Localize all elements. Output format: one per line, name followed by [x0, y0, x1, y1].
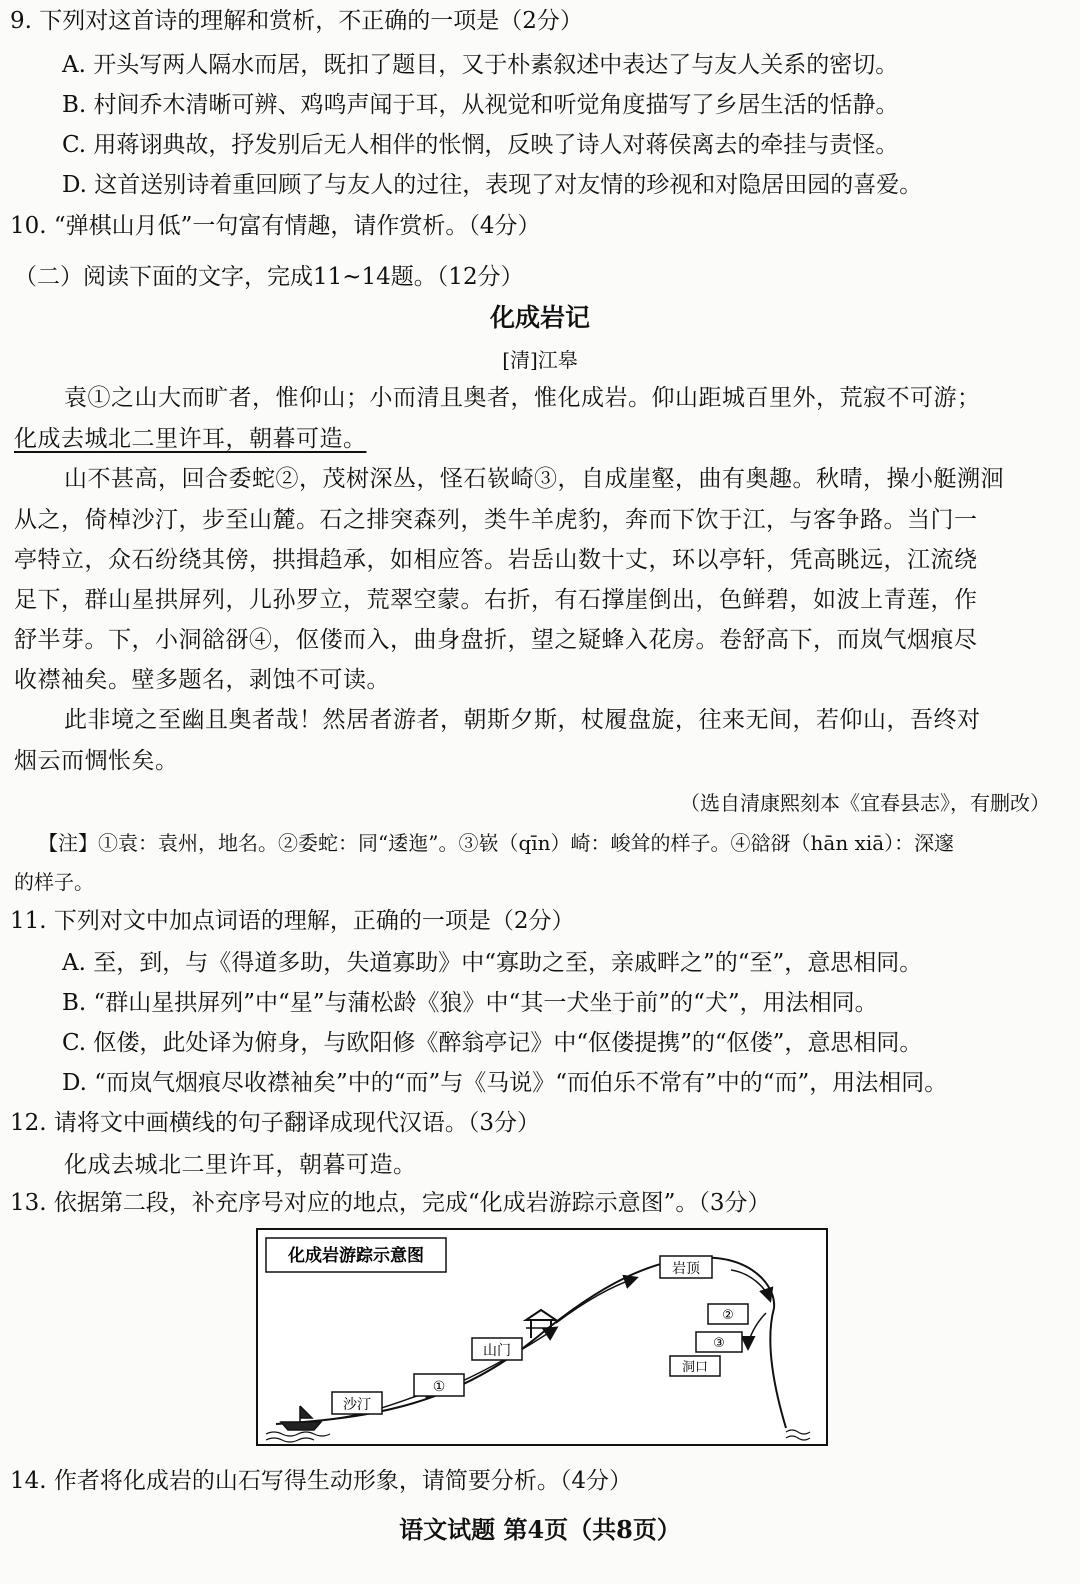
question-9-option-d: D. 这首送别诗着重回顾了与友人的过往，表现了对友情的珍视和对隐居田园的喜爱。	[62, 172, 923, 198]
question-14: 14. 作者将化成岩的山石写得生动形象，请简要分析。（4分）	[10, 1468, 633, 1494]
question-11-stem: 11. 下列对文中加点词语的理解，正确的一项是（2分）	[10, 908, 575, 934]
label-blank-3: ③	[713, 1336, 725, 1351]
passage-source: （选自清康熙刻本《宜春县志》，有删改）	[680, 791, 1050, 815]
passage-paragraph-2-line-5: 舒半芽。下，小洞谽谺④，伛偻而入，曲身盘折，望之疑蜂入花房。卷舒高下，而岚气烟痕尽	[14, 627, 978, 653]
passage-paragraph-3-line-2: 烟云而惆怅矣。	[14, 748, 179, 774]
question-9-option-a: A. 开头写两人隔水而居，既扣了题目，又于朴素叙述中表达了与友人关系的密切。	[62, 52, 899, 78]
label-summit: 岩顶	[672, 1261, 700, 1277]
label-blank-2: ②	[722, 1308, 734, 1323]
label-sand-bank: 沙汀	[343, 1397, 371, 1413]
question-12-sentence: 化成去城北二里许耳，朝暮可造。	[64, 1152, 417, 1178]
question-13-stem: 13. 依据第二段，补充序号对应的地点，完成“化成岩游踪示意图”。（3分）	[10, 1190, 771, 1216]
question-11-option-d: D. “而岚气烟痕尽收襟袖矣”中的“而”与《马说》“而伯乐不常有”中的“而”，用法相同。	[62, 1070, 948, 1096]
passage-title: 化成岩记	[489, 303, 590, 332]
question-11-option-b: B. “群山星拱屏列”中“星”与蒲松龄《狼》中“其一犬坐于前”的“犬”，用法相同。	[62, 990, 878, 1016]
label-mountain-gate: 山门	[483, 1343, 511, 1359]
question-9-stem: 9. 下列对这首诗的理解和赏析，不正确的一项是（2分）	[10, 8, 583, 34]
question-11-option-c: C. 伛偻，此处译为俯身，与欧阳修《醉翁亭记》中“伛偻提携”的“伛偻”，意思相同。	[62, 1030, 923, 1056]
passage-paragraph-2-line-1: 山不甚高，回合委蛇②，茂树深丛，怪石嵚崎③，自成崖壑，曲有奥趣。秋晴，操小艇溯洄	[64, 466, 1004, 492]
passage-paragraph-2-line-6: 收襟袖矣。壁多题名，剥蚀不可读。	[14, 667, 390, 693]
passage-paragraph-1-line-1: 袁①之山大而旷者，惟仰山；小而清且奥者，惟化成岩。仰山距城百里外，荒寂不可游；	[64, 385, 981, 411]
passage-paragraph-2-line-4: 足下，群山星拱屏列，儿孙罗立，荒翠空蒙。右折，有石撑崖倒出，色鲜碧，如波上青莲，作	[14, 587, 978, 613]
passage-paragraph-3-line-1: 此非境之至幽且奥者哉！然居者游者，朝斯夕斯，杖履盘旋，往来无间，若仰山，吾终对	[64, 707, 981, 733]
question-9-option-c: C. 用蒋诩典故，抒发别后无人相伴的怅惘，反映了诗人对蒋侯离去的牵挂与责怪。	[62, 132, 899, 158]
question-10: 10. “弹棋山月低”一句富有情趣，请作赏析。（4分）	[10, 213, 541, 239]
question-9-option-b: B. 村间乔木清晰可辨、鸡鸣声闻于耳，从视觉和听觉角度描写了乡居生活的恬静。	[62, 92, 899, 118]
section-heading: （二）阅读下面的文字，完成11~14题。（12分）	[14, 264, 524, 290]
question-11-option-a: A. 至，到，与《得道多助，失道寡助》中“寡助之至，亲戚畔之”的“至”，意思相同。	[62, 950, 923, 976]
passage-author: [清]江皋	[502, 348, 578, 372]
label-blank-1: ①	[432, 1379, 446, 1395]
passage-paragraph-2-line-3: 亭特立，众石纷绕其傍，拱揖趋承，如相应答。岩岳山数十丈，环以亭轩，凭高眺远，江流绕	[14, 547, 978, 573]
passage-paragraph-2-line-2: 从之，倚棹沙汀，步至山麓。石之排突森列，类牛羊虎豹，奔而下饮于江，与客争路。当门一	[14, 507, 978, 533]
passage-underlined-sentence: 化成去城北二里许耳，朝暮可造。	[14, 426, 367, 452]
page-footer: 语文试题 第4页（共8页）	[399, 1515, 681, 1544]
question-12-stem: 12. 请将文中画横线的句子翻译成现代汉语。（3分）	[10, 1110, 541, 1136]
passage-note-line-2: 的样子。	[14, 870, 94, 894]
label-cave-entrance: 洞口	[681, 1360, 709, 1375]
travel-route-diagram	[256, 1228, 828, 1446]
passage-note-line-1: 【注】①袁：袁州，地名。②委蛇：同“逶迤”。③嵚（qīn）崎：峻耸的样子。④谽谺（hān xiā）：深邃	[38, 831, 955, 855]
diagram-title: 化成岩游踪示意图	[288, 1246, 424, 1266]
